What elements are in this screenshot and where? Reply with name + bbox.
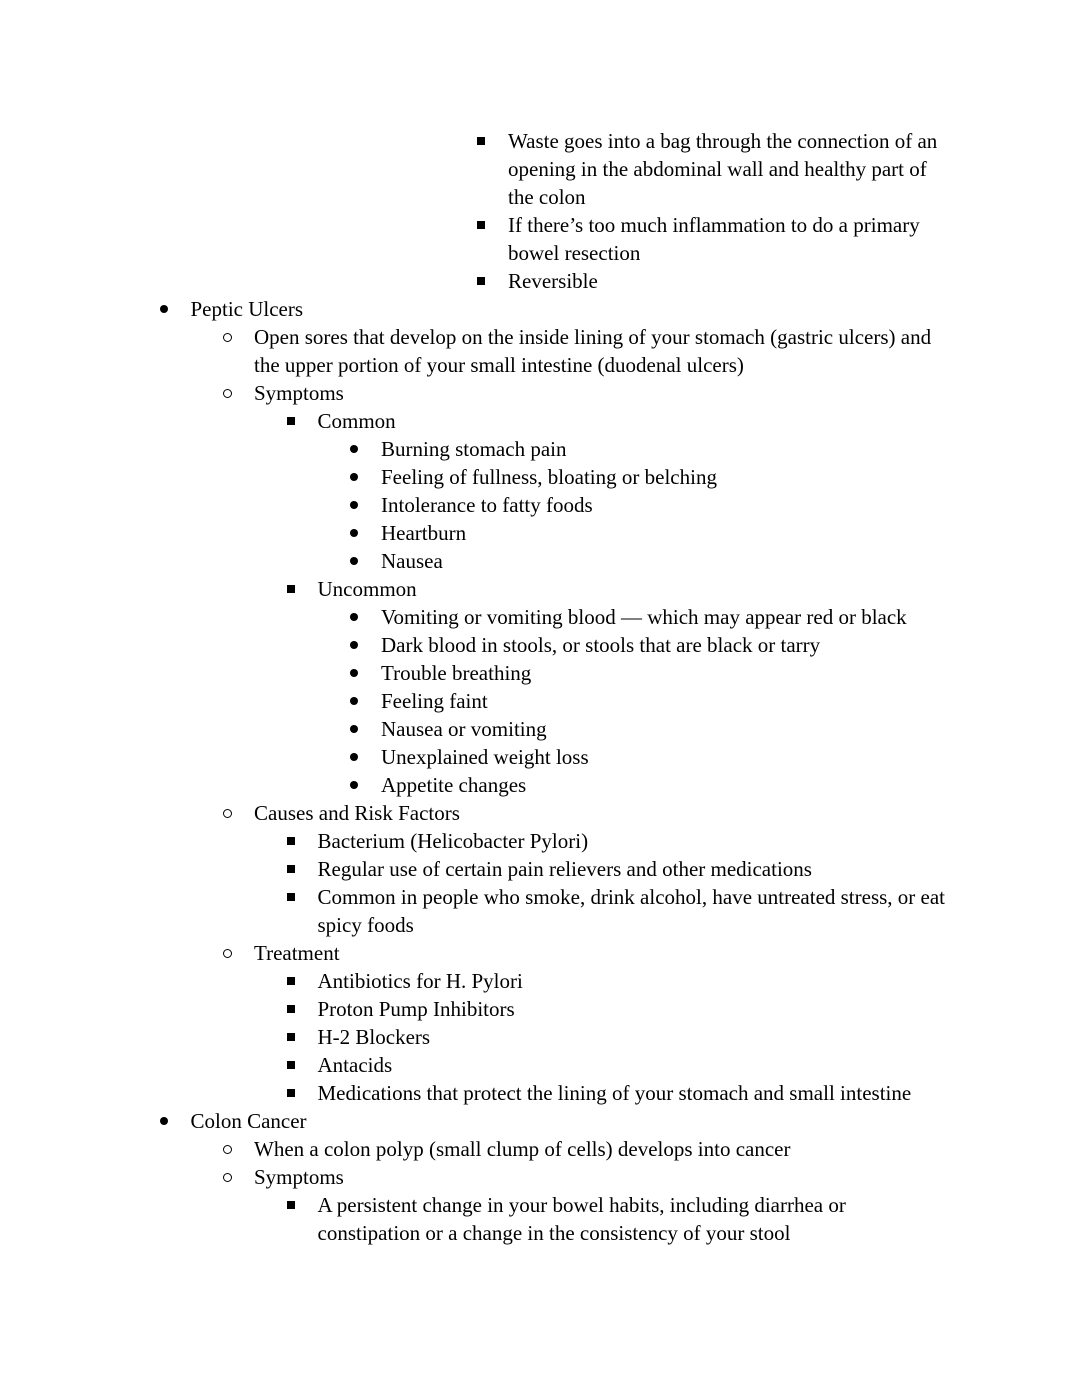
list-item [318, 407, 954, 435]
bullet-disc-icon [347, 547, 361, 575]
list-item-text: Dark blood in stools, or stools that are black or tarry [381, 633, 821, 657]
list-item-text: Colon Cancer [190, 1109, 307, 1133]
list-item [381, 603, 953, 631]
list-item [254, 323, 953, 379]
list-item-text: Trouble breathing [381, 661, 532, 685]
bullet-square-icon [284, 995, 298, 1023]
bullet-disc-icon [347, 715, 361, 743]
bullet-square-icon [284, 575, 298, 603]
list-item-text: Heartburn [381, 521, 467, 545]
bullet-disc-icon [157, 1107, 171, 1135]
list-item-text: Nausea or vomiting [381, 717, 547, 741]
bullet-disc-icon [347, 659, 361, 687]
list-item-text: Open sores that develop on the inside lining of your stomach (gastric ulcers) and the upper portion of your small intestine (duodenal ulcers) [254, 325, 932, 377]
bullet-circle-icon [220, 379, 234, 407]
list-item [381, 743, 953, 771]
list-item [191, 1107, 954, 1135]
list-item [318, 1023, 954, 1051]
list-item-text: A persistent change in your bowel habits, including diarrhea or constipation or a change in the consistency of your stool [317, 1193, 846, 1245]
list-item-text: If there’s too much inflammation to do a primary bowel resection [508, 213, 920, 265]
bullet-square-icon [284, 883, 298, 911]
list-item [318, 827, 954, 855]
list-item-text: Symptoms [254, 1165, 344, 1189]
list-item-text: Feeling of fullness, bloating or belching [381, 465, 717, 489]
bullet-square-icon [284, 967, 298, 995]
list-item [318, 883, 954, 939]
list-item [318, 1191, 954, 1247]
list-item [381, 519, 953, 547]
list-item-text: Burning stomach pain [381, 437, 567, 461]
bullet-disc-icon [347, 771, 361, 799]
list-item [254, 1135, 953, 1163]
bullet-circle-icon [220, 323, 234, 351]
list-item [318, 575, 954, 603]
bullet-circle-icon [220, 799, 234, 827]
bullet-circle-icon [220, 1135, 234, 1163]
list-item [191, 295, 954, 323]
bullet-disc-icon [347, 603, 361, 631]
list-item-text: Uncommon [317, 577, 417, 601]
list-item [381, 771, 953, 799]
bullet-square-icon [474, 267, 488, 295]
list-item [254, 1163, 953, 1191]
bullet-disc-icon [347, 743, 361, 771]
list-item-text: Symptoms [254, 381, 344, 405]
bullet-disc-icon [347, 687, 361, 715]
bullet-square-icon [474, 127, 488, 155]
list-item-text: Medications that protect the lining of your stomach and small intestine [317, 1081, 912, 1105]
list-item-text: Regular use of certain pain relievers and other medications [317, 857, 812, 881]
list-item [381, 631, 953, 659]
list-item-text: Unexplained weight loss [381, 745, 589, 769]
list-item-text: Appetite changes [381, 773, 527, 797]
bullet-disc-icon [347, 491, 361, 519]
bullet-circle-icon [220, 939, 234, 967]
bullet-square-icon [284, 827, 298, 855]
list-item-text: Common [317, 409, 396, 433]
list-item [318, 1051, 954, 1079]
list-item-text: Feeling faint [381, 689, 488, 713]
list-item-text: H-2 Blockers [317, 1025, 431, 1049]
list-item [254, 799, 953, 827]
list-item-text: Common in people who smoke, drink alcohol, have untreated stress, or eat spicy foods [317, 885, 946, 937]
list-item [254, 379, 953, 407]
bullet-disc-icon [347, 463, 361, 491]
list-item-text: Proton Pump Inhibitors [317, 997, 515, 1021]
bullet-disc-icon [347, 519, 361, 547]
list-item-text: Intolerance to fatty foods [381, 493, 593, 517]
list-item [381, 659, 953, 687]
bullet-square-icon [284, 855, 298, 883]
list-item [381, 687, 953, 715]
bullet-disc-icon [347, 435, 361, 463]
list-item-text: Nausea [381, 549, 443, 573]
bullet-square-icon [284, 1051, 298, 1079]
list-item [508, 267, 953, 295]
list-item [318, 855, 954, 883]
list-item [381, 715, 953, 743]
bullet-disc-icon [157, 295, 171, 323]
list-item [508, 211, 953, 267]
list-item [318, 967, 954, 995]
bullet-list [0, 127, 1080, 1247]
list-item-text: When a colon polyp (small clump of cells) develops into cancer [254, 1137, 791, 1161]
list-item [254, 939, 953, 967]
bullet-square-icon [284, 1191, 298, 1219]
list-item [381, 491, 953, 519]
list-item [508, 127, 953, 211]
list-item-text: Peptic Ulcers [190, 297, 304, 321]
bullet-circle-icon [220, 1163, 234, 1191]
list-item-text: Vomiting or vomiting blood — which may appear red or black [381, 605, 907, 629]
list-item [318, 1079, 954, 1107]
bullet-square-icon [284, 407, 298, 435]
bullet-square-icon [284, 1023, 298, 1051]
list-item [381, 463, 953, 491]
list-item-text: Causes and Risk Factors [254, 801, 460, 825]
list-item [381, 435, 953, 463]
bullet-square-icon [284, 1079, 298, 1107]
bullet-square-icon [474, 211, 488, 239]
list-item-text: Bacterium (Helicobacter Pylori) [317, 829, 589, 853]
list-item-text: Reversible [508, 269, 598, 293]
list-item-text: Antacids [317, 1053, 393, 1077]
list-item [381, 547, 953, 575]
list-item-text: Antibiotics for H. Pylori [317, 969, 523, 993]
list-item [318, 995, 954, 1023]
bullet-disc-icon [347, 631, 361, 659]
list-item-text: Waste goes into a bag through the connection of an opening in the abdominal wall and healthy part of the colon [508, 129, 938, 209]
list-item-text: Treatment [254, 941, 340, 965]
